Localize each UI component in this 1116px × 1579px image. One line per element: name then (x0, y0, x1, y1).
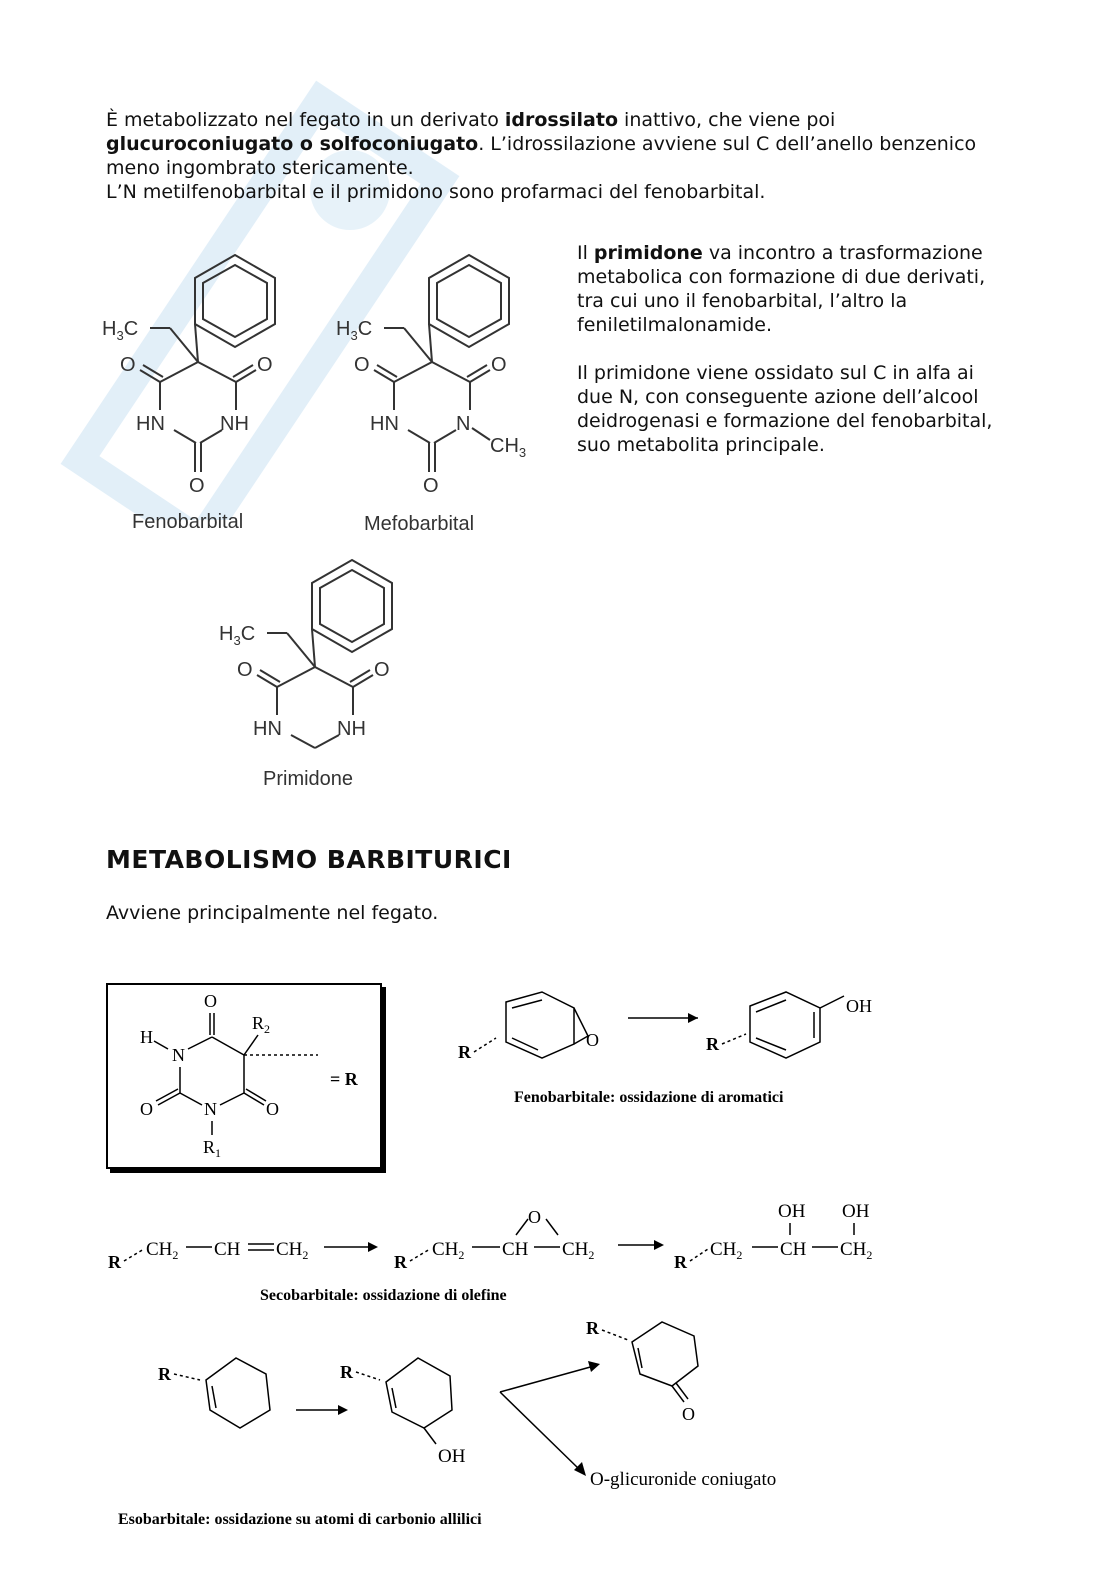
svg-text:CH: CH (214, 1239, 241, 1260)
intro-line-1: È metabolizzato nel fegato in un derivato idrossilato inattivo, che viene poi (106, 109, 836, 131)
svg-text:NH: NH (220, 413, 249, 435)
svg-text:OH: OH (778, 1201, 806, 1222)
svg-text:CH: CH (780, 1239, 807, 1260)
aromatic-oxidation-scheme (450, 980, 900, 1115)
aromatic-caption: Fenobarbitale: ossidazione di aromatici (514, 1089, 784, 1106)
svg-text:O: O (120, 354, 136, 376)
svg-text:N: N (456, 413, 471, 435)
svg-text:R: R (394, 1252, 407, 1272)
fenobarbital-structure (102, 255, 275, 533)
svg-text:CH2: $CH_2$ (432, 1239, 465, 1262)
allylic-oxidation-scheme (100, 1310, 860, 1535)
primidone-description (577, 241, 1007, 457)
fenobarbital-label: Fenobarbital (132, 511, 244, 533)
svg-text:O: O (204, 991, 217, 1011)
glucuronide-label: O-glicuronide coniugato (590, 1469, 777, 1490)
svg-text:R: R (458, 1042, 471, 1062)
svg-text:O: O (237, 659, 253, 681)
intro-paragraph (106, 108, 1006, 204)
svg-text:CH2: $CH_2$ (146, 1239, 179, 1262)
svg-text:OH: OH (846, 996, 872, 1016)
svg-text:O: O (140, 1099, 153, 1119)
svg-text:R1: $R_1$ (203, 1137, 222, 1160)
svg-text:HN: HN (370, 413, 399, 435)
primidone-paragraph-1: Il primidone va incontro a trasformazione metabolica con formazione di due derivati, tra cui uno il fenobarbital, l’altro la feniletilmalonamide. (577, 242, 986, 336)
svg-text:O: O (423, 475, 439, 497)
svg-text:HN: HN (136, 413, 165, 435)
svg-text:H3C: $H_3C$ (102, 318, 139, 343)
section-subtitle: Avviene principalmente nel fegato. (106, 902, 439, 924)
svg-text:R: R (340, 1362, 353, 1382)
svg-text:HN: HN (253, 718, 282, 740)
svg-text:CH2: $CH_2$ (840, 1239, 873, 1262)
svg-text:R2: $R_2$ (252, 1013, 271, 1036)
svg-text:R: R (674, 1252, 687, 1272)
svg-text:O: O (354, 354, 370, 376)
intro-line-4: L’N metilfenobarbital e il primidono sono profarmaci del fenobarbital. (106, 181, 766, 203)
olefin-oxidation-scheme (100, 1195, 900, 1310)
svg-text:O: O (266, 1099, 279, 1119)
svg-text:CH3: $CH_3$ (490, 435, 527, 460)
svg-text:CH: CH (502, 1239, 529, 1260)
svg-text:R: R (158, 1364, 171, 1384)
svg-text:O: O (586, 1030, 599, 1050)
svg-text:OH: OH (842, 1201, 870, 1222)
intro-line-2: glucuroconiugato o solfoconiugato. L’idrossilazione avviene sul C dell’anello benzenico (106, 133, 977, 155)
svg-text:O: O (528, 1207, 541, 1227)
intro-line-3: meno ingombrato stericamente. (106, 157, 414, 179)
olefin-caption: Secobarbitale: ossidazione di olefine (260, 1287, 507, 1304)
allylic-caption: Esobarbitale: ossidazione su atomi di carbonio allilici (118, 1511, 482, 1528)
svg-text:CH2: $CH_2$ (710, 1239, 743, 1262)
primidone-label: Primidone (263, 768, 354, 790)
general-structure-box (106, 983, 382, 1169)
mefobarbital-structure (336, 255, 526, 535)
svg-text:NH: NH (337, 718, 366, 740)
svg-text:O: O (682, 1404, 695, 1424)
svg-text:O: O (491, 354, 507, 376)
svg-text:CH2: $CH_2$ (562, 1239, 595, 1262)
section-title: METABOLISMO BARBITURICI (106, 845, 512, 874)
barbiturate-structures (90, 240, 560, 800)
svg-text:R: R (706, 1034, 719, 1054)
svg-text:H3C: $H_3C$ (336, 318, 373, 343)
primidone-paragraph-2: Il primidone viene ossidato sul C in alfa ai due N, con conseguente azione dell’alcool deidrogenasi e formazione del fenobarbital, suo metabolita principale. (577, 362, 993, 456)
svg-text:H3C: $H_3C$ (219, 623, 256, 648)
mefobarbital-label: Mefobarbital (364, 513, 475, 535)
svg-text:= R: = R (330, 1069, 358, 1089)
svg-text:O: O (257, 354, 273, 376)
svg-text:O: O (374, 659, 390, 681)
general-barbiturate-structure (108, 985, 380, 1167)
svg-text:H: H (140, 1027, 153, 1047)
svg-text:R: R (108, 1252, 121, 1272)
svg-text:R: R (586, 1318, 599, 1338)
primidone-structure (219, 560, 392, 790)
svg-text:CH2: $CH_2$ (276, 1239, 309, 1262)
svg-text:N: N (172, 1045, 185, 1065)
svg-text:O: O (189, 475, 205, 497)
svg-text:N: N (204, 1099, 217, 1119)
svg-text:OH: OH (438, 1446, 466, 1467)
